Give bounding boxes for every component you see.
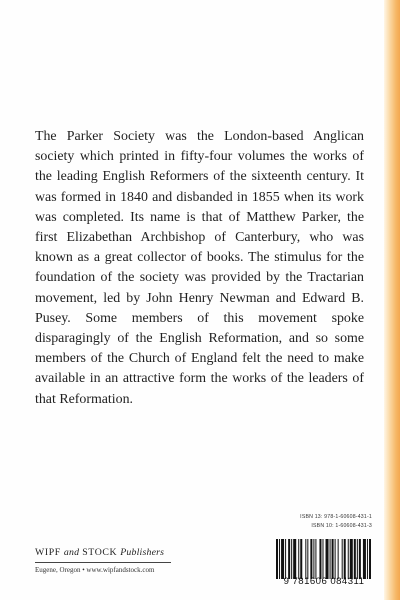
blurb-line: works of the leading English Reformers of the xyxy=(35,149,364,185)
blurb-line: Reformation. xyxy=(59,391,134,407)
blurb-line: the Tractarian movement, led by John Henry xyxy=(35,270,364,306)
publisher-address: Eugene, Oregon • www.wipfandstock.com xyxy=(35,566,155,574)
blurb-line: Reformation, and so some members of the Church xyxy=(35,331,364,367)
blurb-line: for the foundation of the society was provided by xyxy=(35,250,365,286)
blurb-line: disbanded in 1855 when its work was completed. xyxy=(35,189,364,225)
blurb-line: The Parker Society was the London-based Anglican xyxy=(35,129,364,144)
blurb-line: sixteenth century. It was formed in 1840 and xyxy=(35,169,364,205)
isbn-10: ISBN 10: 1-60608-431-3 xyxy=(311,523,372,529)
blurb-paragraph xyxy=(35,127,364,410)
publisher-name-and: and xyxy=(63,547,80,558)
publisher-name-publishers: Publishers xyxy=(120,547,165,558)
spine-edge xyxy=(384,0,400,600)
blurb-line: of England felt the need to make available in an xyxy=(35,351,364,387)
publisher-name-wipf: WIPF xyxy=(35,547,61,558)
isbn-13: ISBN 13: 978-1-60608-431-1 xyxy=(300,514,372,520)
barcode-digits: 9 781606 084311 xyxy=(283,576,365,587)
publisher-name xyxy=(35,547,164,558)
blurb-line: this movement spoke disparagingly of the English xyxy=(35,310,364,347)
blurb-line: Its name is that of Matthew Parker, the first xyxy=(35,209,364,246)
blurb-line: Elizabethan Archbishop of Canterbury, who was xyxy=(66,230,364,246)
barcode-block xyxy=(276,513,372,595)
blurb-line: Newman and Edward B. Pusey. Some members of xyxy=(35,290,364,326)
blurb-line: attractive form the works of the leaders of that xyxy=(35,371,364,407)
publisher-name-stock: STOCK xyxy=(82,547,118,558)
barcode-image xyxy=(276,539,372,579)
blurb-line: known as a great collector of books. The stimulus xyxy=(35,250,322,266)
publisher-rule xyxy=(35,562,171,563)
blurb-line: society which printed in fifty-four volumes the xyxy=(35,149,308,165)
